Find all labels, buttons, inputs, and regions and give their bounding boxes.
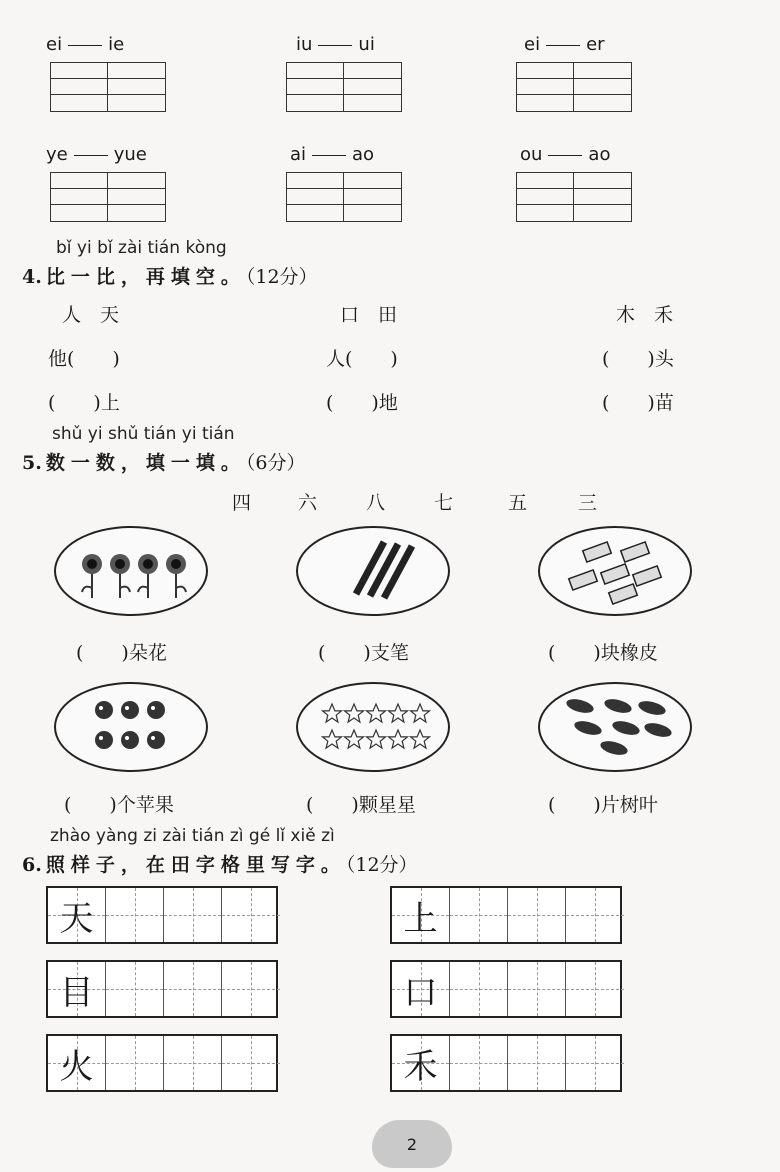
pinyin-pair: ye yue: [46, 144, 147, 165]
q5-title: 5. 数一数，填一填。（6分）: [22, 452, 306, 474]
eraser-icon: [540, 528, 690, 614]
model-char: 天: [59, 898, 94, 939]
model-char: 禾: [403, 1046, 438, 1087]
q4-blank[interactable]: 他( ): [48, 348, 120, 370]
q4-blank[interactable]: ( )苗: [602, 392, 674, 414]
star-group: [296, 682, 450, 772]
count-blank[interactable]: ( )块橡皮: [548, 642, 658, 664]
pinyin-pair: ai ao: [290, 144, 375, 165]
count-blank[interactable]: ( )个苹果: [64, 794, 174, 816]
number-word: 五: [508, 492, 528, 514]
count-blank[interactable]: ( )朵花: [76, 642, 167, 664]
tianzige-row[interactable]: [46, 960, 278, 1018]
pencil-group: [296, 526, 450, 616]
pinyin-writing-lines[interactable]: [50, 62, 166, 112]
model-char: 火: [59, 1046, 94, 1087]
pinyin-writing-lines[interactable]: [286, 172, 402, 222]
pinyin-writing-lines[interactable]: [516, 172, 632, 222]
number-word: 四: [232, 492, 252, 514]
pinyin-pair: ei er: [524, 34, 605, 55]
model-char: 上: [403, 898, 438, 939]
q4-blank[interactable]: 人( ): [326, 348, 398, 370]
page-number: 2: [372, 1120, 452, 1168]
pinyin-pair: iu ui: [296, 34, 375, 55]
tianzige-row[interactable]: [46, 886, 278, 944]
q5-pinyin: shǔ yi shǔ tián yi tián: [52, 424, 235, 444]
eraser-group: [538, 526, 692, 616]
q4-title: 4. 比一比，再填空。（12分）: [22, 266, 318, 288]
count-blank[interactable]: ( )支笔: [318, 642, 409, 664]
q4-blank[interactable]: ( )地: [326, 392, 398, 414]
count-blank[interactable]: ( )颗星星: [306, 794, 416, 816]
tianzige-row[interactable]: [390, 1034, 622, 1092]
q4-pinyin: bǐ yi bǐ zài tián kòng: [56, 238, 227, 258]
pencil-icon: [298, 528, 448, 614]
leaf-group: [538, 682, 692, 772]
q4-chars: 口 田: [340, 304, 398, 326]
count-blank[interactable]: ( )片树叶: [548, 794, 658, 816]
number-word: 六: [298, 492, 318, 514]
pinyin-pair: ei ie: [46, 34, 125, 55]
q4-blank[interactable]: ( )上: [48, 392, 120, 414]
tianzige-row[interactable]: [46, 1034, 278, 1092]
sunflower-group: [54, 526, 208, 616]
pinyin-writing-lines[interactable]: [50, 172, 166, 222]
q4-chars: 人 天: [62, 304, 120, 326]
pinyin-writing-lines[interactable]: [286, 62, 402, 112]
pinyin-pair: ou ao: [520, 144, 611, 165]
q4-chars: 木 禾: [616, 304, 674, 326]
q6-title: 6. 照样子，在田字格里写字。（12分）: [22, 854, 418, 876]
number-word: 七: [434, 492, 454, 514]
model-char: 目: [59, 972, 94, 1013]
tianzige-row[interactable]: [390, 886, 622, 944]
q4-blank[interactable]: ( )头: [602, 348, 674, 370]
tianzige-row[interactable]: [390, 960, 622, 1018]
pinyin-writing-lines[interactable]: [516, 62, 632, 112]
number-word: 三: [578, 492, 598, 514]
star-icon: [298, 684, 448, 770]
leaf-icon: [540, 684, 690, 770]
q6-pinyin: zhào yàng zi zài tián zì gé lǐ xiě zì: [50, 826, 335, 846]
apple-icon: [56, 684, 206, 770]
sunflower-icon: [56, 528, 206, 614]
number-word: 八: [366, 492, 386, 514]
apple-group: [54, 682, 208, 772]
model-char: 口: [403, 972, 438, 1013]
